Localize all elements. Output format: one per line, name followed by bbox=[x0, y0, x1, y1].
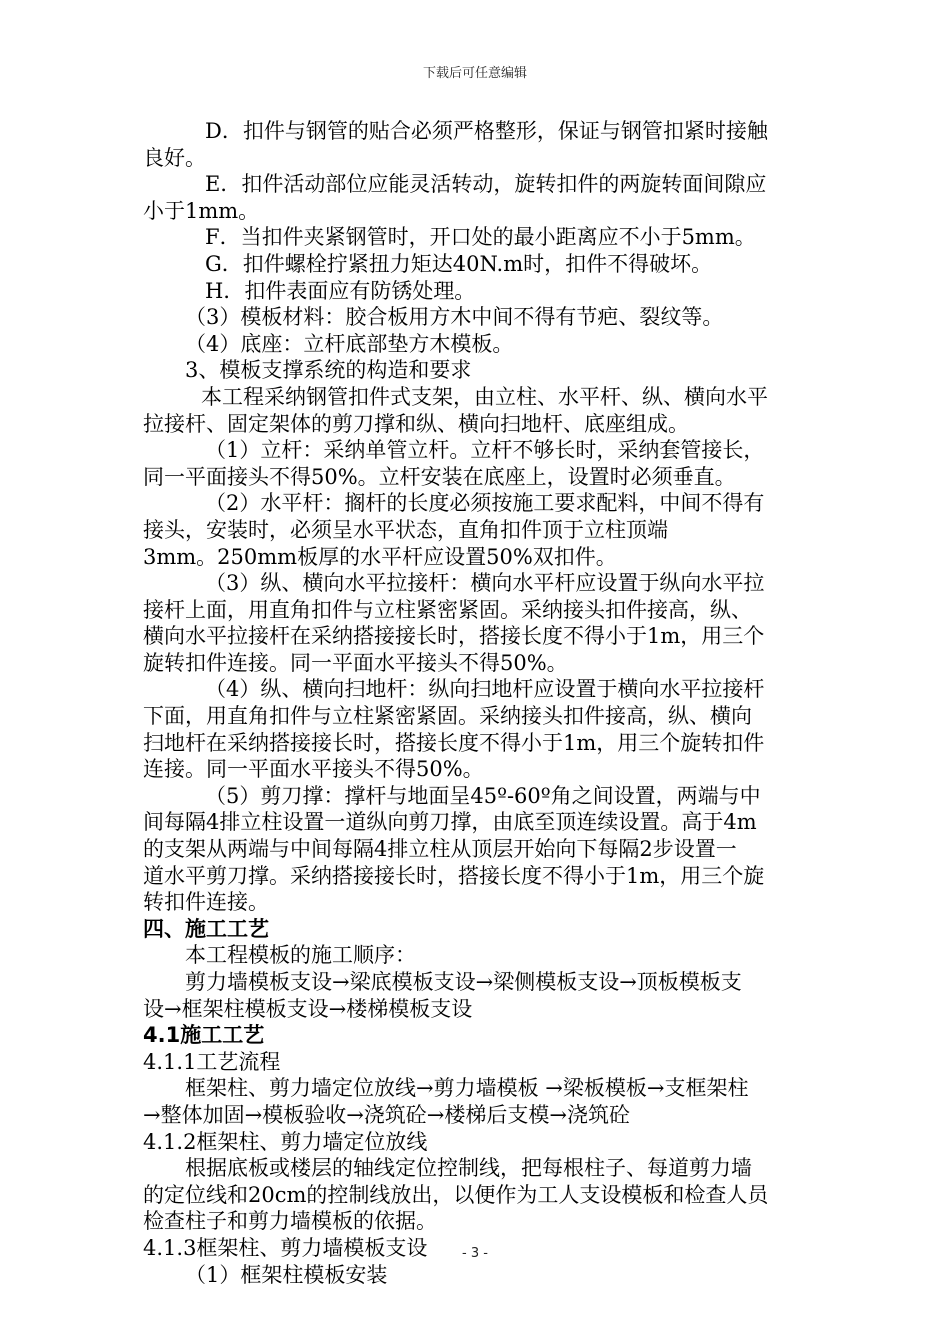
text-line: 接杆上面，用直角扣件与立柱紧密紧固。采纳接头扣件接高，纵、 bbox=[143, 597, 752, 622]
text-line: 间每隔4排立柱设置一道纵向剪刀撑，由底至顶连续设置。高于4m bbox=[143, 810, 757, 835]
text-line: 良好。 bbox=[143, 145, 206, 170]
text-line: （1）框架柱模板安装 bbox=[185, 1262, 388, 1287]
text-line: （4）纵、横向扫地杆：纵向扫地杆应设置于横向水平拉接杆 bbox=[205, 677, 765, 702]
text-line: 设→框架柱模板支设→楼梯模板支设 bbox=[143, 996, 473, 1021]
text-line: 的支架从两端与中间每隔4排立柱从顶层开始向下每隔2步设置一 bbox=[143, 837, 737, 862]
text-line: 3mm。250mm板厚的水平杆应设置50%双扣件。 bbox=[143, 544, 617, 569]
text-line: 小于1mm。 bbox=[143, 198, 260, 223]
text-line: （3）纵、横向水平拉接杆：横向水平杆应设置于纵向水平拉 bbox=[205, 571, 765, 596]
text-line: 检查柱子和剪力墙模板的依据。 bbox=[143, 1209, 437, 1234]
text-line: （2）水平杆：搁杆的长度必须按施工要求配料，中间不得有 bbox=[205, 491, 765, 516]
page-header: 下载后可任意编辑 bbox=[422, 66, 527, 81]
text-line: 横向水平拉接杆在采纳搭接接长时，搭接长度不得小于1m，用三个 bbox=[143, 624, 765, 649]
text-line: （5）剪刀撑：撑杆与地面呈45º-60º角之间设置，两端与中 bbox=[205, 783, 761, 808]
text-line: 拉接杆、固定架体的剪刀撑和纵、横向扫地杆、底座组成。 bbox=[143, 411, 689, 436]
page-number: - 3 - bbox=[462, 1246, 488, 1261]
text-line: 4.1.1工艺流程 bbox=[143, 1049, 281, 1074]
text-line: 剪力墙模板支设→梁底模板支设→梁侧模板支设→顶板模板支 bbox=[185, 970, 742, 994]
text-line: 旋转扣件连接。同一平面水平接头不得50%。 bbox=[143, 650, 568, 675]
text-line: F．当扣件夹紧钢管时，开口处的最小距离应不小于5mm。 bbox=[205, 225, 756, 250]
text-line: 本工程模板的施工顺序： bbox=[185, 943, 416, 968]
section-heading: 四、施工工艺 bbox=[143, 916, 269, 941]
text-line: 接头，安装时，必须呈水平状态，直角扣件顶于立柱顶端 bbox=[143, 517, 668, 542]
text-line: 4.1.2框架柱、剪力墙定位放线 bbox=[143, 1129, 428, 1154]
text-line: D．扣件与钢管的贴合必须严格整形，保证与钢管扣紧时接触 bbox=[205, 119, 768, 143]
text-line: （4）底座：立杆底部垫方木模板。 bbox=[185, 331, 514, 356]
text-line: 的定位线和20cm的控制线放出，以便作为工人支设模板和检查人员 bbox=[143, 1182, 769, 1207]
text-line: →整体加固→模板验收→浇筑砼→楼梯后支模→浇筑砼 bbox=[143, 1102, 630, 1127]
text-line: H．扣件表面应有防锈处理。 bbox=[205, 278, 476, 303]
text-line: 转扣件连接。 bbox=[143, 890, 269, 915]
text-line: G．扣件螺栓拧紧扭力矩达40N.m时，扣件不得破坏。 bbox=[205, 251, 713, 276]
text-line: 连接。同一平面水平接头不得50%。 bbox=[143, 757, 484, 782]
text-line: 道水平剪刀撑。采纳搭接接长时，搭接长度不得小于1m，用三个旋 bbox=[143, 863, 765, 888]
text-line: 根据底板或楼层的轴线定位控制线，把每根柱子、每道剪力墙 bbox=[185, 1156, 752, 1181]
text-line: （3）模板材料：胶合板用方木中间不得有节疤、裂纹等。 bbox=[185, 305, 724, 330]
text-line: 同一平面接头不得50%。立杆安装在底座上，设置时必须垂直。 bbox=[143, 464, 736, 489]
document-body bbox=[143, 118, 808, 1288]
text-line: （1）立杆：采纳单管立杆。立杆不够长时，采纳套管接长， bbox=[205, 438, 765, 463]
text-line: 框架柱、剪力墙定位放线→剪力墙模板 →梁板模板→支框架柱 bbox=[185, 1076, 749, 1101]
text-line: E．扣件活动部位应能灵活转动，旋转扣件的两旋转面间隙应 bbox=[205, 172, 767, 197]
text-line: 4.1.3框架柱、剪力墙模板支设 bbox=[143, 1235, 428, 1260]
text-line: 3、模板支撑系统的构造和要求 bbox=[185, 358, 472, 383]
text-line: 下面，用直角扣件与立柱紧密紧固。采纳接头扣件接高，纵、横向 bbox=[143, 704, 752, 729]
text-line: 扫地杆在采纳搭接接长时，搭接长度不得小于1m，用三个旋转扣件 bbox=[143, 730, 765, 755]
section-heading: 4.1施工工艺 bbox=[143, 1023, 265, 1048]
text-line: 本工程采纳钢管扣件式支架，由立柱、水平杆、纵、横向水平 bbox=[201, 384, 768, 409]
